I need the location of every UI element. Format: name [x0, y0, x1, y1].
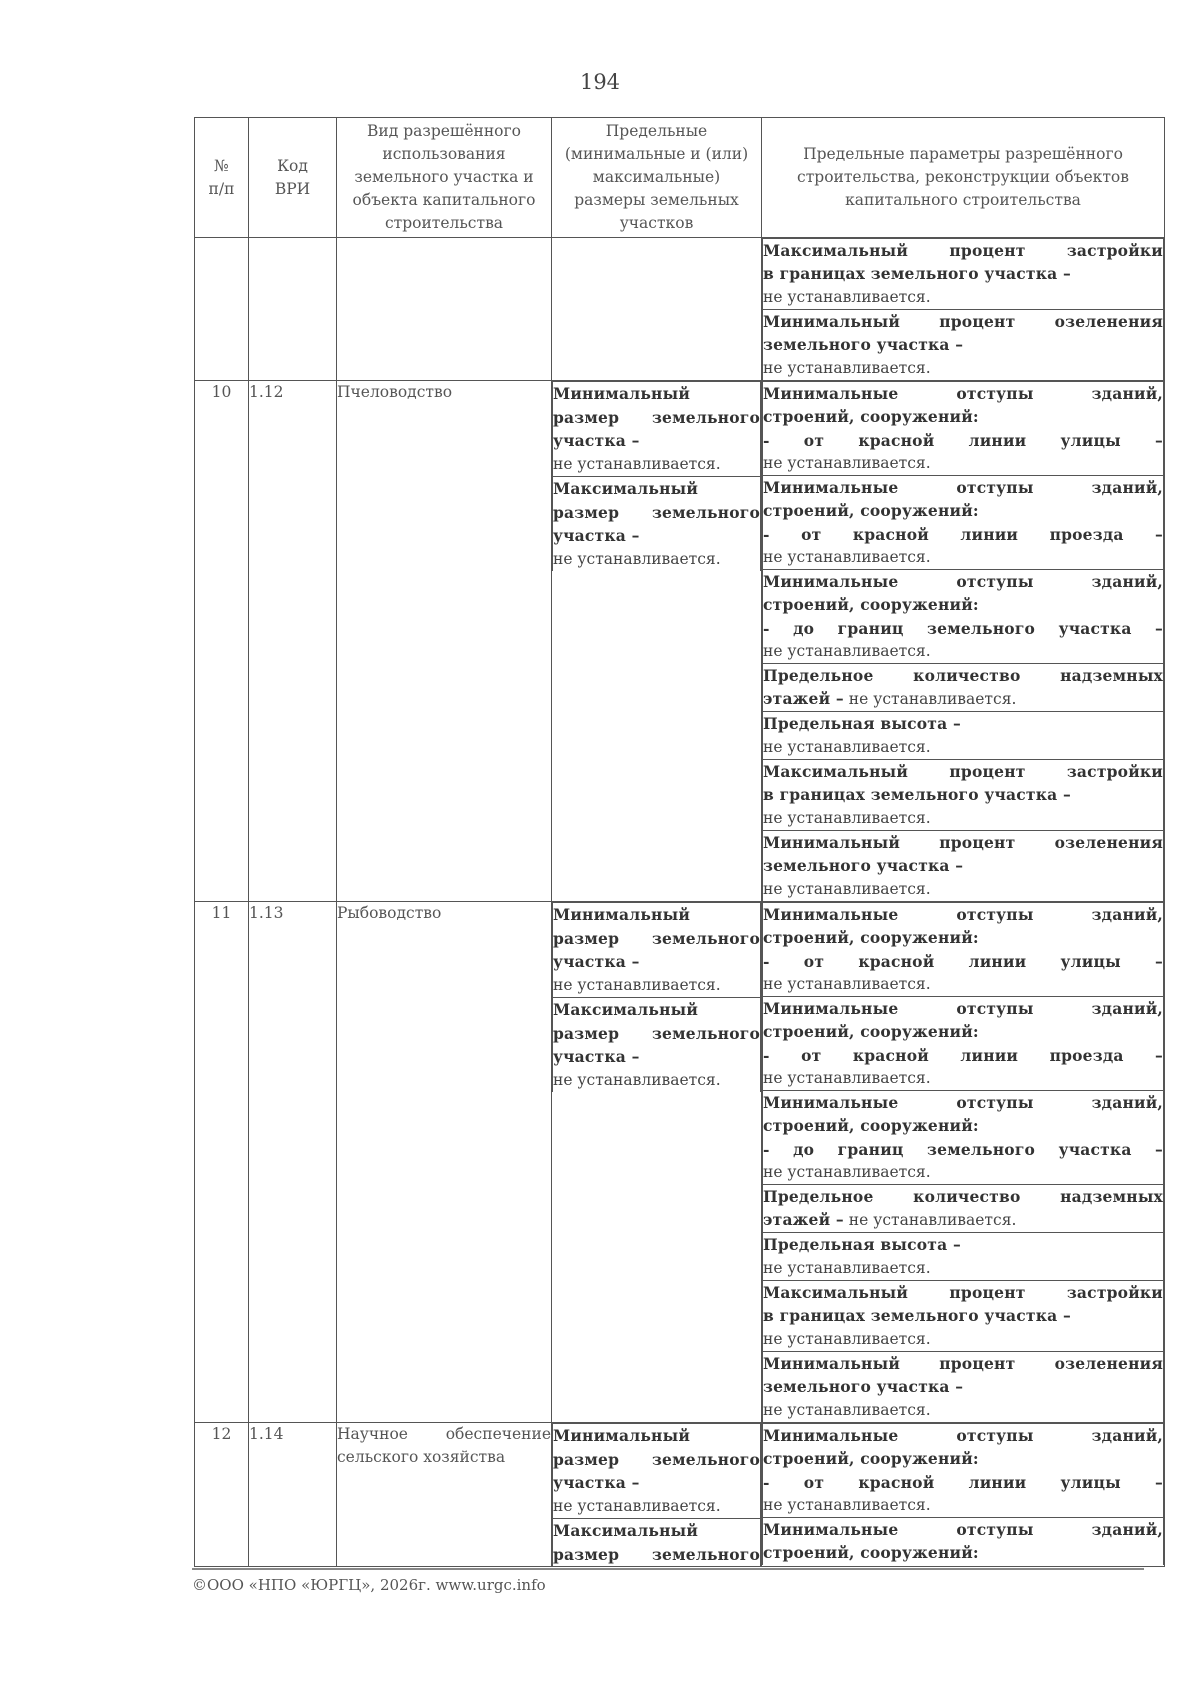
height-param: Предельная высота – не устанавливается. — [763, 1233, 1164, 1281]
setback-passage: Минимальные отступы зданий, строений, сооружений: - от красной линии проезда – не устанавливается. — [763, 997, 1164, 1091]
setback-street: Минимальные отступы зданий, строений, сооружений: - от красной линии улицы – не устанавливается. — [763, 382, 1164, 476]
max-size: Максимальный размер земельного участка – не устанавливается. — [553, 477, 761, 572]
min-size: Минимальный размер земельного участка – не устанавливается. — [553, 1424, 761, 1519]
header-params: Предельные параметры разрешённого строительства, реконструкции объектов капитального строительства — [762, 118, 1165, 238]
table-row — [195, 1423, 1165, 1567]
table-header-row — [195, 118, 1165, 238]
row-number: 12 — [195, 1423, 249, 1567]
footer-divider — [192, 1568, 1144, 1570]
regulations-table — [194, 117, 1165, 1567]
setback-passage: Минимальные отступы зданий, строений, сооружений: - от красной линии проезда – не устанавливается. — [763, 476, 1164, 570]
row-code: 1.12 — [249, 381, 337, 902]
row-kind: Научное обеспечение сельского хозяйства — [337, 1423, 552, 1567]
build-percent-param: Максимальный процент застройки в границах земельного участка – не устанавливается. — [763, 239, 1164, 310]
params-cell — [762, 381, 1165, 902]
sizes-cell — [552, 381, 762, 902]
header-sizes: Предельные (минимальные и (или) максимальные) размеры земельных участков — [552, 118, 762, 238]
build-percent-param: Максимальный процент застройки в границах земельного участка – не устанавливается. — [763, 1281, 1164, 1352]
max-size: Максимальный размер земельного участка – не устанавливается. — [553, 998, 761, 1093]
params-cell — [762, 238, 1165, 381]
green-percent-param: Минимальный процент озеленения земельного участка – не устанавливается. — [763, 831, 1164, 902]
min-size: Минимальный размер земельного участка – не устанавливается. — [553, 903, 761, 998]
min-size: Минимальный размер земельного участка – не устанавливается. — [553, 382, 761, 477]
page-number: 194 — [579, 70, 621, 94]
row-number: 11 — [195, 902, 249, 1423]
row-code: 1.14 — [249, 1423, 337, 1567]
row-number: 10 — [195, 381, 249, 902]
build-percent-param: Максимальный процент застройки в границах земельного участка – не устанавливается. — [763, 760, 1164, 831]
row-kind: Пчеловодство — [337, 381, 552, 902]
header-code: Код ВРИ — [249, 118, 337, 238]
setback-border: Минимальные отступы зданий, строений, сооружений: - до границ земельного участка – не устанавливается. — [763, 570, 1164, 664]
floors-param: Предельное количество надземных этажей – не устанавливается. — [763, 664, 1164, 712]
sizes-cell — [552, 902, 762, 1423]
header-num: № п/п — [195, 118, 249, 238]
sizes-cell — [552, 1423, 762, 1567]
setback-street: Минимальные отступы зданий, строений, сооружений: - от красной линии улицы – не устанавливается. — [763, 903, 1164, 997]
row-code: 1.13 — [249, 902, 337, 1423]
table-row — [195, 902, 1165, 1423]
setback-passage: Минимальные отступы зданий, строений, сооружений: — [763, 1518, 1164, 1566]
height-param: Предельная высота – не устанавливается. — [763, 712, 1164, 760]
setback-border: Минимальные отступы зданий, строений, сооружений: - до границ земельного участка – не устанавливается. — [763, 1091, 1164, 1185]
footer-copyright: ©ООО «НПО «ЮРГЦ», 2026г. www.urgc.info — [192, 1576, 546, 1594]
max-size: Максимальный размер земельного — [553, 1519, 761, 1567]
table-row — [195, 381, 1165, 902]
table-row-continuation — [195, 238, 1165, 381]
green-percent-param: Минимальный процент озеленения земельного участка – не устанавливается. — [763, 310, 1164, 381]
row-kind: Рыбоводство — [337, 902, 552, 1423]
header-kind: Вид разрешённого использования земельного участка и объекта капитального строительства — [337, 118, 552, 238]
green-percent-param: Минимальный процент озеленения земельного участка – не устанавливается. — [763, 1352, 1164, 1423]
floors-param: Предельное количество надземных этажей – не устанавливается. — [763, 1185, 1164, 1233]
setback-street: Минимальные отступы зданий, строений, сооружений: - от красной линии улицы – не устанавливается. — [763, 1424, 1164, 1518]
params-cell — [762, 1423, 1165, 1567]
params-cell — [762, 902, 1165, 1423]
